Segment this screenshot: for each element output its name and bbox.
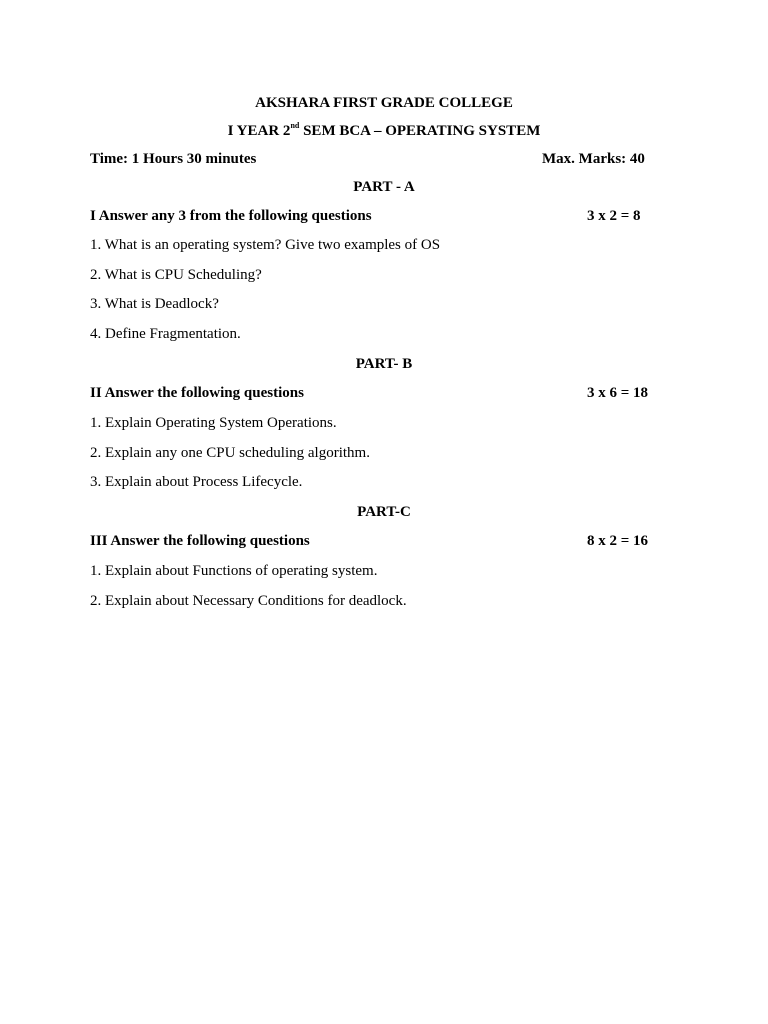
part-c-instruction: III Answer the following questions	[90, 533, 310, 549]
part-b-question: 2. Explain any one CPU scheduling algorithm.	[90, 445, 370, 461]
course-title-prefix: I YEAR 2	[227, 123, 291, 139]
course-title-superscript: nd	[290, 121, 300, 130]
part-a-question: 4. Define Fragmentation.	[90, 326, 241, 342]
part-c-question: 2. Explain about Necessary Conditions for deadlock.	[90, 593, 407, 609]
part-a-marks: 3 x 2 = 8	[587, 208, 641, 224]
part-c-title: PART-C	[357, 504, 411, 520]
part-a-instruction: I Answer any 3 from the following questions	[90, 208, 372, 224]
part-c-marks: 8 x 2 = 16	[587, 533, 649, 549]
course-title	[0, 122, 768, 140]
max-marks: Max. Marks: 40	[542, 151, 645, 167]
course-title-suffix: SEM BCA – OPERATING SYSTEM	[299, 123, 541, 139]
exam-duration: Time: 1 Hours 30 minutes	[90, 151, 257, 167]
part-b-question: 1. Explain Operating System Operations.	[90, 415, 337, 431]
part-b-instruction: II Answer the following questions	[90, 385, 304, 401]
part-a-question: 1. What is an operating system? Give two examples of OS	[90, 237, 441, 253]
part-c-question: 1. Explain about Functions of operating system.	[90, 563, 378, 579]
college-name: AKSHARA FIRST GRADE COLLEGE	[255, 95, 513, 111]
part-a-title: PART - A	[353, 179, 415, 195]
part-a-question: 3. What is Deadlock?	[90, 296, 219, 312]
part-b-question: 3. Explain about Process Lifecycle.	[90, 474, 303, 490]
part-b-title: PART- B	[355, 356, 413, 372]
part-b-marks: 3 x 6 = 18	[587, 385, 649, 401]
part-a-question: 2. What is CPU Scheduling?	[90, 267, 262, 283]
